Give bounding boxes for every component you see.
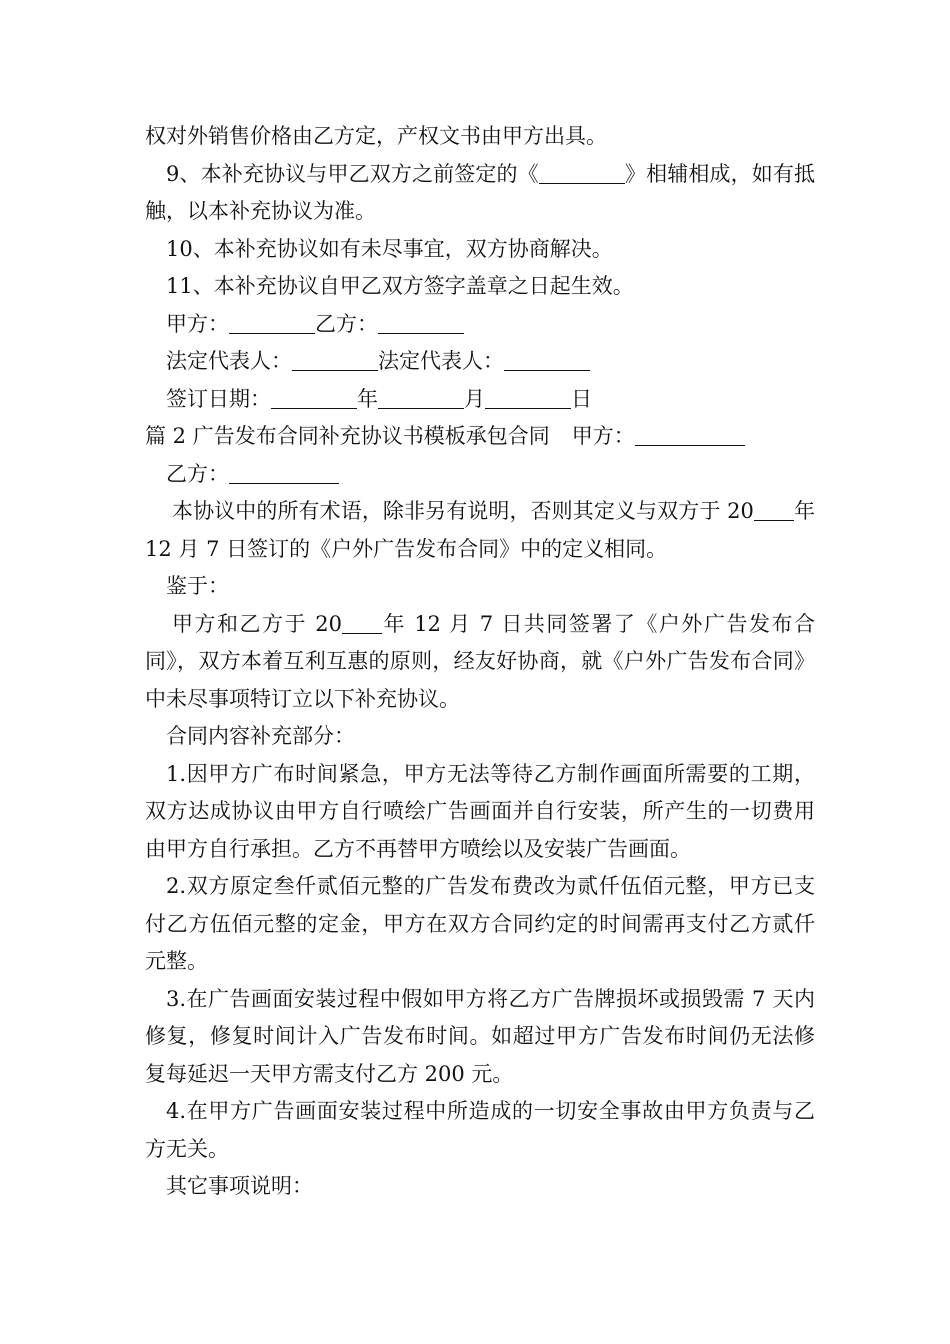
document-body	[145, 118, 815, 1206]
contract-name-blank	[539, 161, 625, 184]
party-a-label: 甲方：	[166, 311, 229, 336]
day-blank	[485, 386, 571, 409]
supplement-item-1: 1.因甲方广布时间紧急，甲方无法等待乙方制作画面所需要的工期，双方达成协议由甲方自行喷绘广告画面并自行安装，所产生的一切费用由甲方自行承担。乙方不再替甲方喷绘以及安装广告画面。	[145, 761, 815, 861]
sign-date-label: 签订日期：	[166, 386, 271, 411]
month-blank	[378, 386, 464, 409]
supplement-heading: 合同内容补充部分：	[166, 724, 355, 748]
definition-text-end: 年 12 月 7 日签订的《户外广告发布合同》中的定义相同。	[145, 499, 815, 561]
rep-a-blank	[292, 348, 378, 371]
section-2-party-a-blank	[635, 423, 745, 446]
definition-year-blank	[754, 498, 794, 521]
section-2-party-b-label: 乙方：	[166, 461, 229, 486]
year-blank	[271, 386, 357, 409]
whereas-year-blank	[342, 611, 382, 634]
section-2-party-a-label: 甲方：	[571, 424, 635, 448]
whereas-label: 鉴于：	[166, 574, 229, 598]
signature-parties	[145, 306, 815, 344]
supplement-item-4: 4.在甲方广告画面安装过程中所造成的一切安全事故由甲方负责与乙方无关。	[145, 1099, 815, 1161]
year-label: 年	[357, 386, 378, 411]
clause-9	[145, 156, 815, 231]
party-b-blank	[378, 311, 464, 334]
whereas-paragraph	[145, 606, 815, 719]
signature-representatives	[145, 343, 815, 381]
party-a-blank	[229, 311, 315, 334]
other-matters-heading: 其它事项说明：	[166, 1174, 313, 1198]
whereas-text-start: 甲方和乙方于 20	[172, 611, 342, 636]
day-label: 日	[571, 386, 592, 411]
party-b-label: 乙方：	[315, 311, 378, 336]
clause-10: 10、本补充协议如有未尽事宜，双方协商解决。	[166, 236, 613, 261]
section-2-title: 篇 2 广告发布合同补充协议书模板承包合同	[145, 424, 550, 448]
section-2-party-b-blank	[229, 461, 339, 484]
clause-11: 11、本补充协议自甲乙双方签字盖章之日起生效。	[166, 274, 634, 298]
month-label: 月	[464, 386, 485, 411]
rep-b-label: 法定代表人：	[378, 349, 504, 373]
whereas-text-end: 年 12 月 7 日共同签署了《户外广告发布合同》，双方本着互利互惠的原则，经友好协商，就《户外广告发布合同》中未尽事项特订立以下补充协议。	[145, 611, 815, 711]
definition-paragraph	[145, 493, 815, 568]
signature-date	[145, 381, 815, 419]
rep-a-label: 法定代表人：	[166, 349, 292, 373]
clause-9-text-end: 》相辅相成，如有抵触，以本补充协议为准。	[145, 161, 816, 223]
supplement-item-3: 3.在广告画面安装过程中假如甲方将乙方广告牌损坏或损毁需 7 天内修复，修复时间计入广告发布时间。如超过甲方广告发布时间仍无法修复每延迟一天甲方需支付乙方 200 元。	[145, 986, 815, 1086]
rep-b-blank	[504, 348, 590, 371]
clause-9-text-start: 9、本补充协议与甲乙双方之前签定的《	[166, 161, 539, 186]
definition-text-start: 本协议中的所有术语，除非另有说明，否则其定义与双方于 20	[172, 499, 754, 523]
section-2-party-b	[145, 456, 815, 494]
section-2-heading	[145, 418, 815, 456]
supplement-item-2: 2.双方原定叁仟贰佰元整的广告发布费改为贰仟伍佰元整，甲方已支付乙方伍佰元整的定金，甲方在双方合同约定的时间需再支付乙方贰仟元整。	[145, 874, 815, 973]
continued-line: 权对外销售价格由乙方定，产权文书由甲方出具。	[145, 124, 607, 148]
